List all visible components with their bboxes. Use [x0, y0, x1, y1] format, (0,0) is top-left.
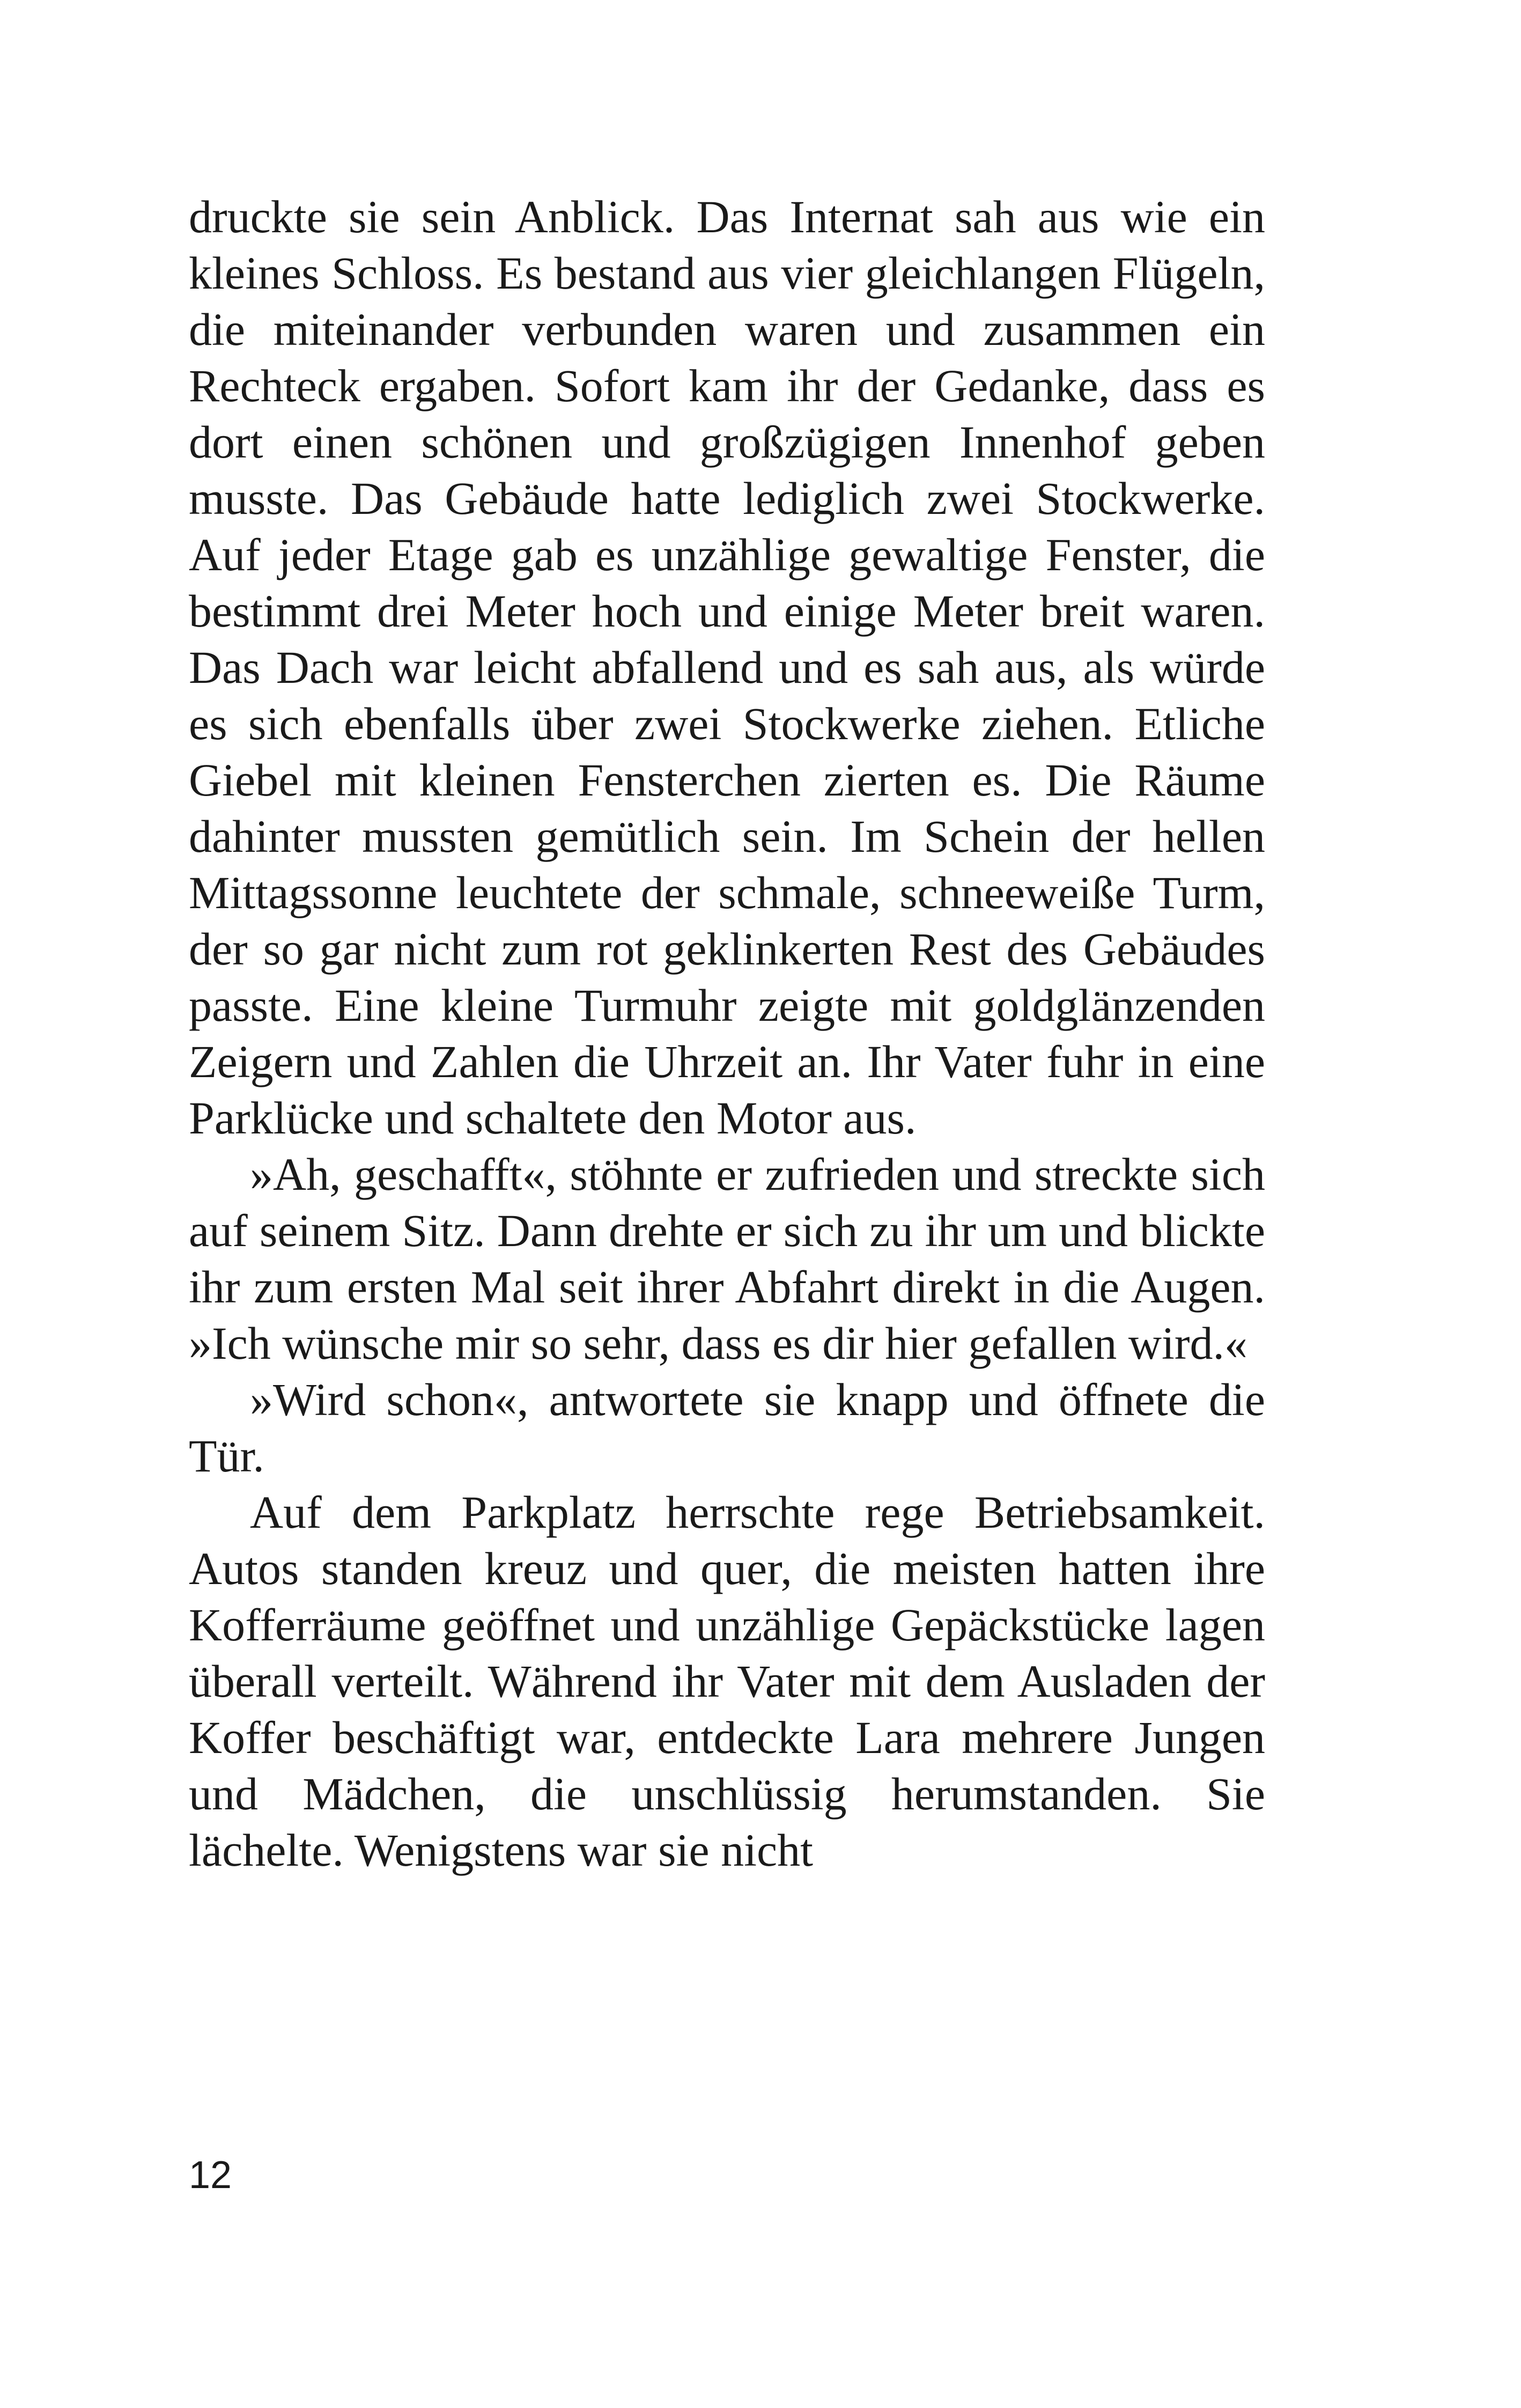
paragraph-parking-lot: Auf dem Parkplatz herrschte rege Betriebsamkeit. Autos standen kreuz und quer, die meisten hatten ihre Kofferräume geöffnet und unzählige Gepäckstücke lagen überall verteilt. Während ihr Vater mit dem Ausladen der Koffer beschäftigt war, entdeckte Lara mehrere Jungen und Mädchen, die unschlüssig herumstanden. Sie lächelte. Wenigstens war sie nicht: [189, 1486, 1265, 1876]
body-text: [189, 189, 1265, 1879]
page-number: 12: [189, 2154, 232, 2197]
paragraph-dialogue-lara: »Wird schon«, antwortete sie knapp und öffnete die Tür.: [189, 1374, 1265, 1482]
paragraph-continuation: druckte sie sein Anblick. Das Internat sah aus wie ein kleines Schloss. Es bestand aus vier gleichlangen Flügeln, die miteinander verbunden waren und zusammen ein Rechteck ergaben. Sofort kam ihr der Gedanke, dass es dort einen schönen und großzügigen Innenhof geben musste. Das Gebäude hatte lediglich zwei Stockwerke. Auf jeder Etage gab es unzählige gewaltige Fenster, die bestimmt drei Meter hoch und einige Meter breit waren. Das Dach war leicht abfallend und es sah aus, als würde es sich ebenfalls über zwei Stockwerke ziehen. Etliche Giebel mit kleinen Fensterchen zierten es. Die Räume dahinter mussten gemütlich sein. Im Schein der hellen Mittagssonne leuchtete der schmale, schneeweiße Turm, der so gar nicht zum rot geklinkerten Rest des Gebäudes passte. Eine kleine Turmuhr zeigte mit goldglänzenden Zeigern und Zahlen die Uhrzeit an. Ihr Vater fuhr in eine Parklücke und schaltete den Motor aus.: [189, 191, 1265, 1144]
paragraph-dialogue-father: »Ah, geschafft«, stöhnte er zufrieden und streckte sich auf seinem Sitz. Dann drehte er sich zu ihr um und blickte ihr zum ersten Mal seit ihrer Abfahrt direkt in die Augen. »Ich wünsche mir so sehr, dass es dir hier gefallen wird.«: [189, 1148, 1265, 1369]
